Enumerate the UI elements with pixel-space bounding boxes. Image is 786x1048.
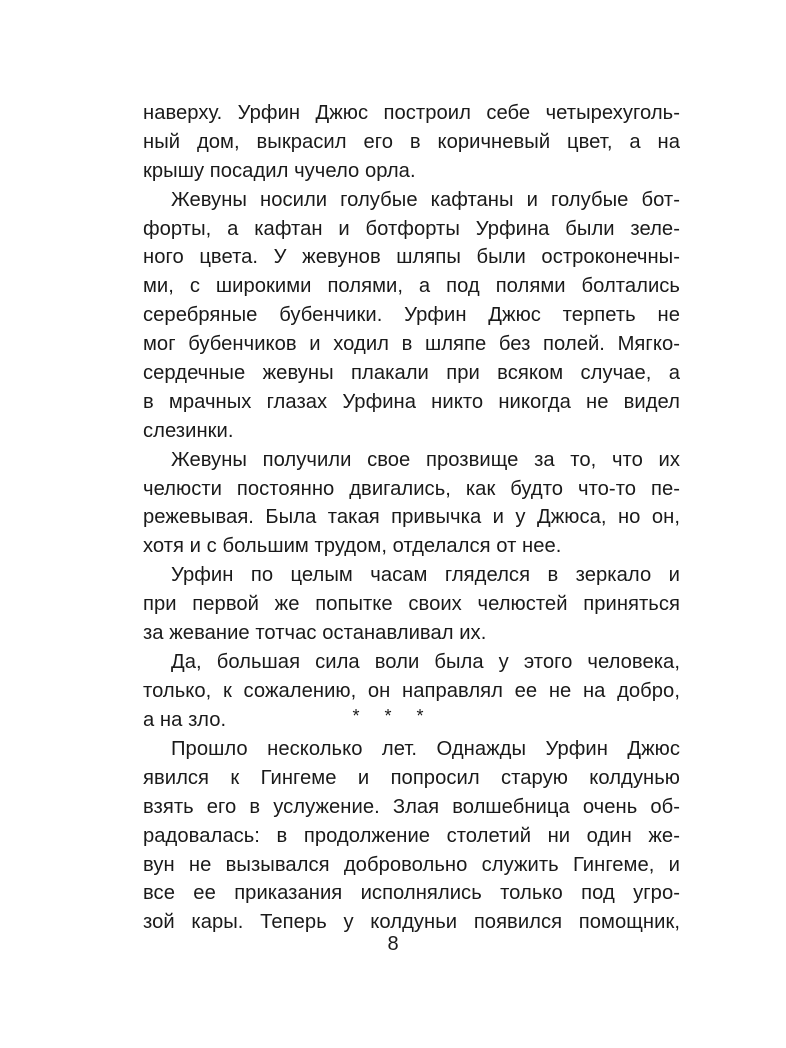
text-line: Жевуны носили голубые кафтаны и голубые бот- <box>171 188 680 211</box>
text-line: серебряные бубенчики. Урфин Джюс терпеть не <box>143 304 680 327</box>
text-line: режевывая. Была такая привычка и у Джюса, но он, <box>143 506 680 529</box>
text-line: слезинки. <box>143 419 234 442</box>
text-line: при первой же попытке своих челюстей приняться <box>143 593 680 616</box>
text-line: зой кары. Теперь у колдуньи появился помощник, <box>143 911 680 934</box>
text-line: сердечные жевуны плакали при всяком случае, а <box>143 362 680 385</box>
text-line: Урфин по целым часам гляделся в зеркало и <box>171 564 680 587</box>
text-line: наверху. Урфин Джюс построил себе четырехуголь- <box>143 102 680 124</box>
text-line: хотя и с большим трудом, отделался от нее. <box>143 535 562 558</box>
text-line: ми, с широкими полями, а под полями болтались <box>143 275 680 298</box>
text-line: крышу посадил чучело орла. <box>143 159 416 182</box>
text-block-top <box>143 99 680 735</box>
page-number: 8 <box>387 933 399 955</box>
text-line: ного цвета. У жевунов шляпы были остроконечны- <box>143 246 680 269</box>
text-line: только, к сожалению, он направлял ее не на добро, <box>143 679 680 702</box>
text-line: Прошло несколько лет. Однажды Урфин Джюс <box>171 738 680 760</box>
text-line: Жевуны получили свое прозвище за то, что их <box>171 448 680 471</box>
text-line: радовалась: в продолжение столетий ни один же- <box>143 824 680 847</box>
text-line: взять его в услужение. Злая волшебница очень об- <box>143 795 680 818</box>
text-line: Да, большая сила воли была у этого человека, <box>171 650 680 673</box>
text-line: вун не вызывался добровольно служить Гингеме, и <box>143 853 680 876</box>
text-line: ный дом, выкрасил его в коричневый цвет, а на <box>143 130 680 153</box>
text-line: в мрачных глазах Урфина никто никогда не видел <box>143 390 680 413</box>
text-line: челюсти постоянно двигались, как будто что-то пе- <box>143 477 680 500</box>
text-line: за жевание тотчас останавливал их. <box>143 622 487 645</box>
text-line: явился к Гингеме и попросил старую колдунью <box>143 766 680 789</box>
text-line: форты, а кафтан и ботфорты Урфина были зеле- <box>143 217 680 240</box>
text-line: а на зло. <box>143 708 227 731</box>
section-separator: * * * <box>352 706 434 726</box>
text-block-bottom <box>143 735 680 937</box>
text-line: мог бубенчиков и ходил в шляпе без полей. Мягко- <box>143 333 680 356</box>
text-line: все ее приказания исполнялись только под угро- <box>143 882 680 905</box>
